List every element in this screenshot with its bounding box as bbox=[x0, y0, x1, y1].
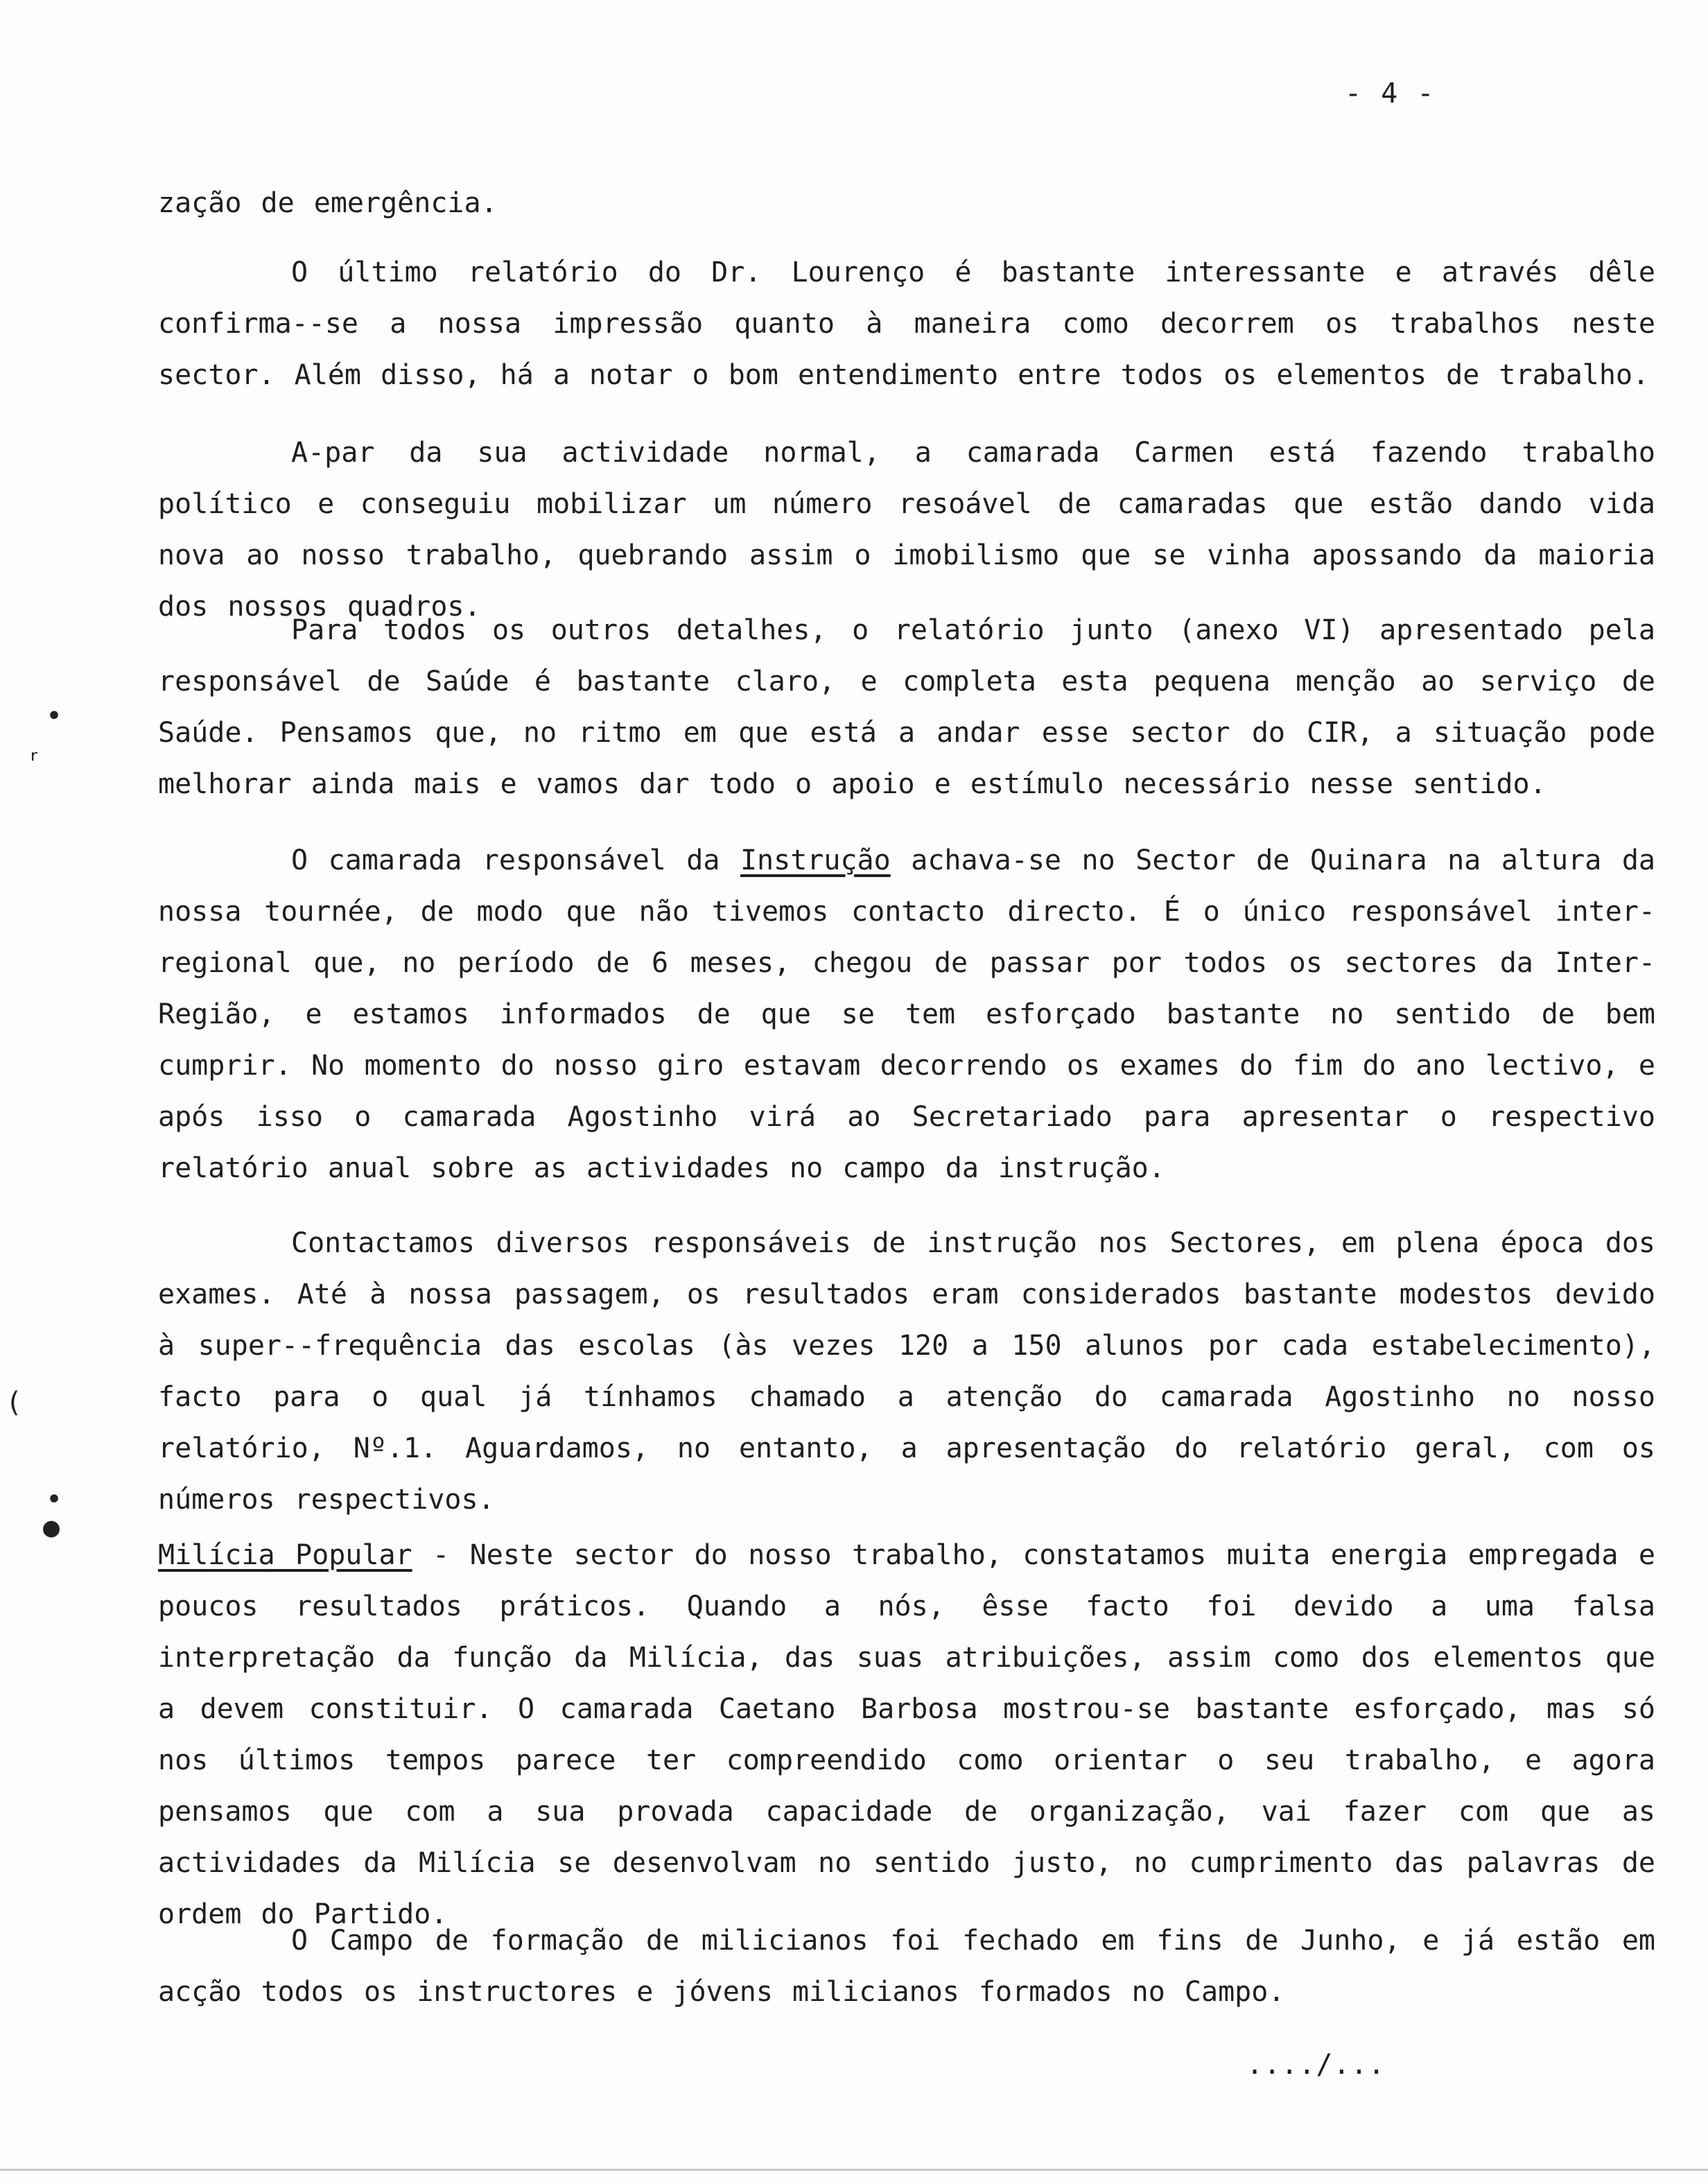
continuation-mark: ..../... bbox=[1246, 2049, 1386, 2081]
paragraph-health-details: Para todos os outros detalhes, o relatório junto (anexo VI) apresentado pela responsável de Saúde é bastante claro, e completa esta pequena menção ao serviço de Saúde. Pensamos que, no ritmo em que está a andar esse sector do CIR, a situação pode melhorar ainda mais e vamos dar todo o apoio e estímulo necessário nesse sentido. bbox=[158, 614, 1655, 800]
margin-mark: • bbox=[46, 1484, 63, 1516]
paragraph-exams: Contactamos diversos responsáveis de instrução nos Sectores, em plena época dos exames. Até à nossa passagem, os resultados eram considerados bastante modestos devido à super--frequência das escolas (às vezes 120 a 150 alunos por cada estabelecimento), facto para o qual já tínhamos chamado a atenção do camarada Agostinho no nosso relatório, Nº.1. Aguardamos, no entanto, a apresentação do relatório geral, com os números respectivos. bbox=[158, 1227, 1655, 1516]
heading-instrucao: Instrução bbox=[740, 844, 891, 876]
paragraph-continuation: zação de emergência. bbox=[158, 187, 498, 219]
paragraph-militia bbox=[158, 1529, 1655, 1940]
paragraph-militia-body: - Neste sector do nosso trabalho, constatamos muita energia empregada e poucos resultados práticos. Quando a nós, êsse facto foi devido a uma falsa interpretação da função da Milícia, das suas atribuições, assim como dos elementos que a devem constituir. O camarada Caetano Barbosa mostrou-se bastante esforçado, mas só nos últimos tempos parece ter compreendido como orientar o seu trabalho, e agora pensamos que com a sua provada capacidade de organização, vai fazer com que as actividades da Milícia se desenvolvam no sentido justo, no cumprimento das palavras de ordem do Partido. bbox=[158, 1539, 1656, 1930]
margin-mark: ( bbox=[6, 1387, 23, 1419]
paragraph-instruction bbox=[158, 835, 1655, 1194]
margin-mark: ● bbox=[43, 1511, 60, 1543]
paragraph-health-report: O último relatório do Dr. Lourenço é bastante interessante e através dêle confirma--se a nossa impressão quanto à maneira como decorrem os trabalhos neste sector. Além disso, há a notar o bom entendimento entre todos os elementos de trabalho. bbox=[158, 257, 1655, 391]
paragraph-instruction-body: achava-se no Sector de Quinara na altura da nossa tournée, de modo que não tivemos contacto directo. É o único responsável inter-regional que, no período de 6 meses, chegou de passar por todos os sectores da Inter-Região, e estamos informados de que se tem esforçado bastante no sentido de bem cumprir. No momento do nosso giro estavam decorrendo os exames do fim do ano lectivo, e após isso o camarada Agostinho virá ao Secretariado para apresentar o respectivo relatório anual sobre as actividades no campo da instrução. bbox=[158, 844, 1655, 1184]
paragraph-instruction-intro: O camarada responsável da bbox=[291, 844, 740, 876]
paragraph-training-camp: O Campo de formação de milicianos foi fechado em fins de Junho, e já estão em acção todos os instructores e jóvens milicianos formados no Campo. bbox=[158, 1925, 1655, 2008]
page-number: - 4 - bbox=[1345, 78, 1436, 110]
scan-edge-line bbox=[0, 2169, 1708, 2171]
heading-milicia-popular: Milícia Popular bbox=[158, 1539, 412, 1571]
paragraph-carmen-activity: A-par da sua actividade normal, a camarada Carmen está fazendo trabalho político e conseguiu mobilizar um número resoável de camaradas que estão dando vida nova ao nosso trabalho, quebrando assim o imobilismo que se vinha apossando da maioria dos nossos quadros. bbox=[158, 437, 1655, 623]
margin-mark: ʳ bbox=[26, 745, 44, 777]
margin-mark: • bbox=[46, 700, 63, 732]
